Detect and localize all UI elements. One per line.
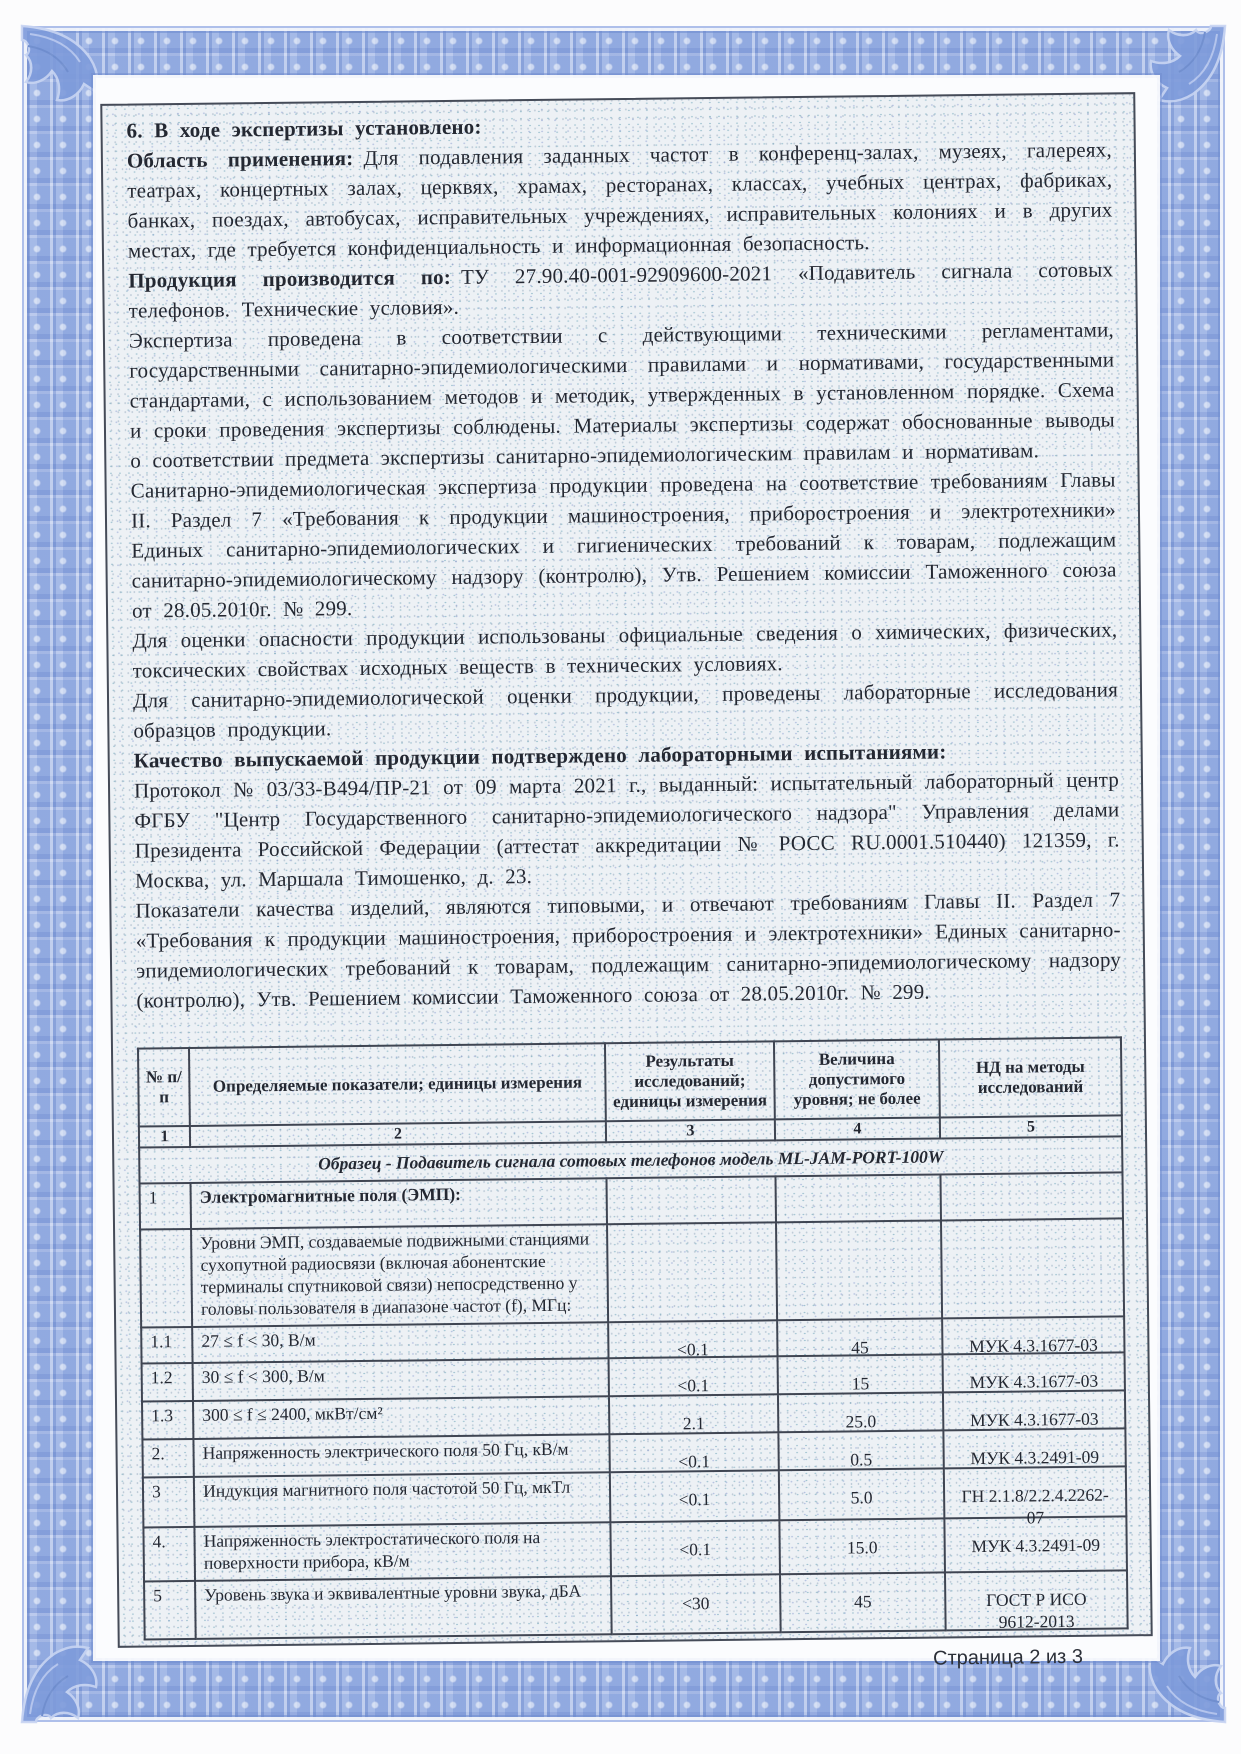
indicator-cell: Уровни ЭМП, создаваемые подвижными станциями сухопутной радиосвязи (включая абонентские терминалы спутниковой связи) непосредственно у головы пользователя в диапазоне частот (f), МГц:	[191, 1224, 608, 1327]
corner-ornament-icon	[1145, 1642, 1229, 1726]
col-header-allowed: Величина допустимого уровня; не более	[774, 1039, 940, 1119]
section-6-heading: 6. В ходе экспертизы установлено:	[126, 114, 482, 143]
row-number-cell: 3	[143, 1477, 195, 1528]
page-margin	[96, 78, 1157, 1670]
column-number: 5	[940, 1115, 1122, 1138]
result-cell: <30	[611, 1574, 781, 1634]
allowed-cell	[776, 1220, 942, 1320]
indicator-cell: 27 ≤ f < 30, В/м	[192, 1322, 608, 1363]
row-number-cell: 4.	[143, 1527, 195, 1582]
indicator-cell: 30 ≤ f < 300, В/м	[193, 1358, 609, 1401]
page-number: Страница 2 из 3	[932, 1645, 1084, 1670]
allowed-cell: 0.5	[778, 1430, 944, 1470]
paragraph-protocol	[134, 764, 1120, 895]
table-row	[144, 1570, 1128, 1639]
row-number-cell: 5	[144, 1581, 196, 1640]
paragraph-expertise	[129, 314, 1116, 475]
lab-results-table	[137, 1036, 1129, 1640]
paragraph-text: Экспертиза проведена в соответствии с действующими техническими регламентами, государственными санитарно-эпидемиологическими правилами и нормативами, государственными стандартами, с использованием методов и методик, утвержденных в установленном порядке. Схема и сроки проведения экспертизы соблюдены. Материалы экспертизы содержат обоснованные выводы о соответствии предмета экспертизы санитарно-эпидемиологическим правилам и нормативам.	[128, 317, 1116, 473]
col-header-nd: НД на методы исследований	[939, 1037, 1122, 1117]
paragraph-tu	[128, 254, 1114, 325]
nd-cell	[941, 1172, 1123, 1220]
col-header-num: № п/п	[138, 1048, 190, 1127]
column-number: 2	[190, 1121, 606, 1147]
paragraph-lab	[133, 674, 1119, 745]
paragraph-lead: Область применения:	[126, 146, 354, 173]
paragraph-scope	[127, 134, 1113, 265]
paragraph-lead: Качество выпускаемой продукции подтверждено лабораторными испытаниями:	[133, 739, 947, 773]
table-row	[140, 1218, 1124, 1327]
allowed-cell: 45	[780, 1572, 946, 1632]
nd-cell: МУК 4.3.1677-03	[943, 1352, 1125, 1392]
guilloche-frame	[22, 26, 1225, 1722]
result-cell: 2.1	[609, 1394, 778, 1434]
result-cell: <0.1	[610, 1470, 780, 1522]
row-number-cell: 1.1	[141, 1327, 193, 1364]
paragraph-text: Санитарно-эпидемиологическая экспертиза продукции проведена на соответствие требованиям Главы II. Раздел 7 «Требования к продукции машиностроения, приборостроения и электротехники» Единых санитарно-эпидемиологических и гигиенических требований к товарам, подлежащим санитарно-эпидемиологическому надзору (контролю), Утв. Решением комиссии Таможенного союза от 28.05.2010г. № 299.	[130, 467, 1117, 623]
table-header-row	[138, 1037, 1122, 1126]
paragraph-text: Для санитарно-эпидемиологической оценки продукции, проведены лабораторные исследования образцов продукции.	[132, 677, 1119, 743]
table-row	[143, 1466, 1127, 1527]
corner-ornament-icon	[1145, 22, 1229, 106]
col-header-result: Результаты исследований; единицы измерения	[605, 1041, 775, 1121]
paragraph-hazard	[132, 614, 1118, 685]
indicator-cell: Напряженность электрического поля 50 Гц, кВ/м	[194, 1434, 610, 1477]
corner-ornament-icon	[18, 1642, 102, 1726]
result-cell: <0.1	[608, 1356, 777, 1396]
row-number-cell: 1	[140, 1183, 192, 1230]
allowed-cell	[775, 1174, 941, 1222]
indicator-cell: 300 ≤ f ≤ 2400, мкВт/см²	[193, 1396, 609, 1439]
indicator-cell: Уровень звука и эквивалентные уровни звука, дБА	[195, 1576, 611, 1639]
nd-cell: ГОСТ Р ИСО 9612-2013	[945, 1570, 1128, 1630]
indicator-cell: Индукция магнитного поля частотой 50 Гц, мкТл	[194, 1472, 610, 1527]
corner-ornament-icon	[18, 22, 102, 106]
result-cell	[607, 1222, 777, 1322]
result-cell: <0.1	[608, 1320, 777, 1358]
column-number: 4	[775, 1117, 940, 1140]
indicator-cell: Напряженность электростатического поля на поверхности прибора, кВ/м	[195, 1522, 611, 1581]
allowed-cell: 45	[777, 1318, 943, 1356]
row-number-cell: 1.2	[142, 1363, 194, 1402]
nd-cell: МУК 4.3.1677-03	[942, 1316, 1124, 1354]
row-number-cell: 1.3	[142, 1401, 194, 1440]
nd-cell: МУК 4.3.2491-09	[944, 1428, 1126, 1468]
paragraph-text: Для подавления заданных частот в конференц-залах, музеях, галереях, театрах, концертных залах, церквях, храмах, ресторанах, классах, учебных центрах, фабриках, банках, поездах, автобусах, исправительных учреждениях, исправительных колониях и в других местах, где требуется конфиденциальность и информационная безопасность.	[127, 137, 1113, 263]
allowed-cell: 5.0	[779, 1468, 945, 1520]
nd-cell	[941, 1218, 1124, 1318]
row-number-cell: 2.	[142, 1439, 194, 1478]
document-content	[100, 92, 1152, 1670]
nd-cell: МУК 4.3.1677-03	[943, 1390, 1125, 1430]
paragraph-text: Протокол № 03/33-В494/ПР-21 от 09 марта 2021 г., выданный: испытательный лабораторный центр ФГБУ "Центр Государственного санитарно-эпидемиологического надзора" Управления делами Президента Российской Федерации (аттестат аккредитации № РОСС RU.0001.510440) 121359, г. Москва, ул. Маршала Тимошенко, д. 23.	[133, 767, 1120, 893]
result-cell	[606, 1176, 776, 1224]
allowed-cell: 15	[778, 1354, 944, 1394]
column-number: 1	[139, 1126, 190, 1148]
result-cell: <0.1	[610, 1520, 780, 1576]
indicator-cell: Электромагнитные поля (ЭМП):	[191, 1178, 607, 1229]
paragraph-text: Показатели качества изделий, являются типовыми, и отвечают требованиям Главы II. Раздел 7 «Требования к продукции машиностроения, приборостроения и электротехники» Единых санитарно-эпидемиологических требований к товарам, подлежащим санитарно-эпидемиологическому надзору (контролю), Утв. Решением комиссии Таможенного союза от 28.05.2010г. № 299.	[135, 887, 1122, 1013]
result-cell: <0.1	[609, 1432, 778, 1472]
nd-cell: ГН 2.1.8/2.2.4.2262-07	[944, 1466, 1126, 1518]
paragraph-text: ТУ 27.90.40-001-92909600-2021 «Подавитель сигнала сотовых телефонов. Технические условия».	[128, 257, 1114, 323]
col-header-indicator: Определяемые показатели; единицы измерения	[189, 1043, 606, 1126]
column-number: 3	[606, 1119, 775, 1142]
paragraph-quality	[135, 884, 1121, 1015]
allowed-cell: 15.0	[779, 1518, 945, 1574]
allowed-cell: 25.0	[778, 1392, 944, 1432]
sample-label: Образец - Подавитель сигнала сотовых телефонов модель ML-JAM-PORT-100W	[139, 1136, 1122, 1183]
paragraph-sanepid	[130, 464, 1117, 625]
paragraph-text: Для оценки опасности продукции использованы официальные сведения о химических, физических, токсических свойствах исходных веществ в технических условиях.	[132, 617, 1118, 683]
nd-cell: МУК 4.3.2491-09	[945, 1516, 1127, 1572]
paragraph-lead: Продукция производится по:	[128, 264, 452, 293]
row-number-cell	[140, 1229, 192, 1328]
